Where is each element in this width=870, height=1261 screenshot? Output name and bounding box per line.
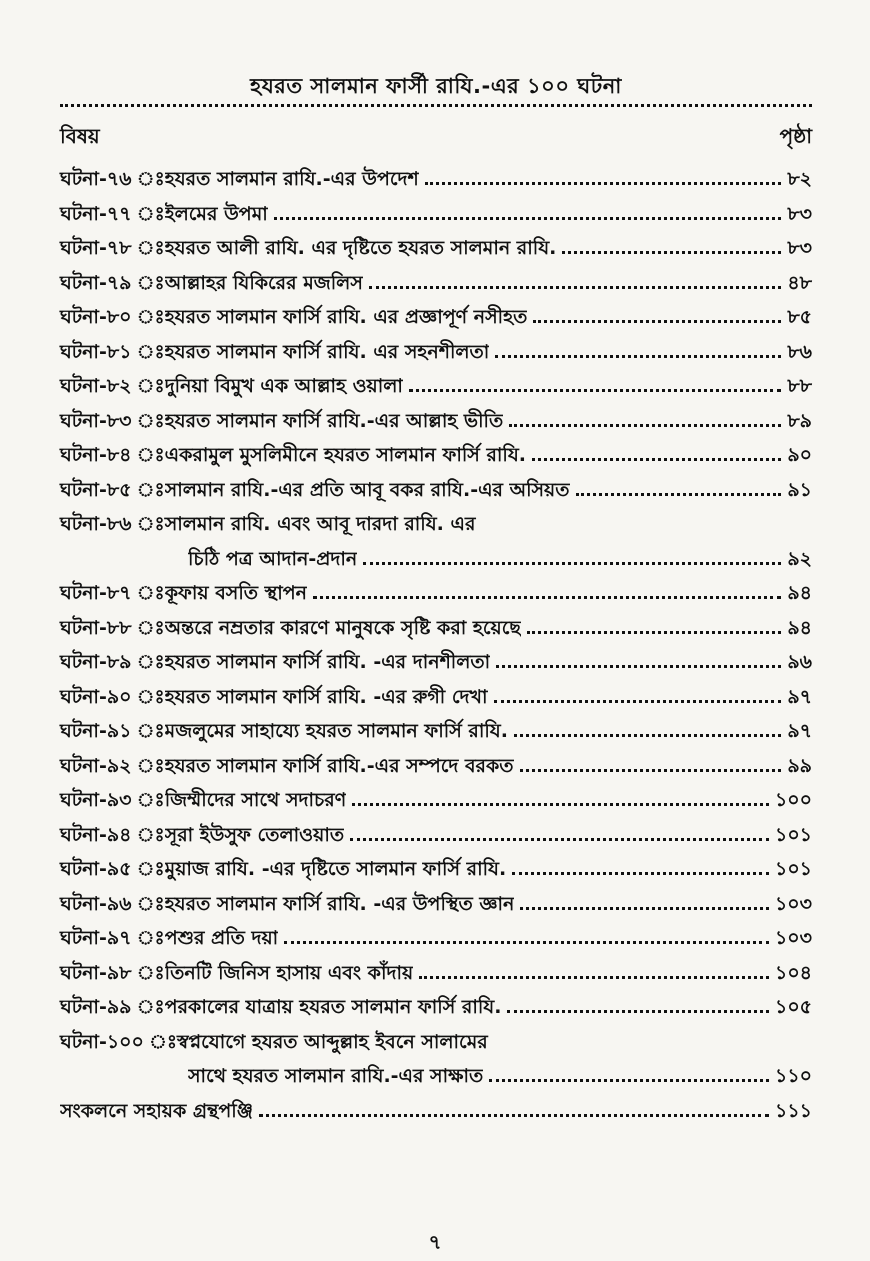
entry-title: দুনিয়া বিমুখ এক আল্লাহ ওয়ালা — [164, 375, 403, 397]
entry-number: ঘটনা-৮৪ ঃ — [60, 444, 165, 466]
entry-page: ৯৪ — [787, 582, 812, 604]
toc-entry — [60, 783, 812, 818]
toc-entry-continuation — [60, 1059, 812, 1094]
dot-leader — [313, 596, 781, 599]
toc-entry — [60, 680, 812, 715]
toc-entry — [60, 266, 812, 301]
entry-page: ৯৬ — [787, 651, 812, 673]
entry-page: ১০১ — [774, 823, 812, 846]
dot-leader — [533, 320, 781, 323]
entry-title: হযরত সালমান ফার্সি রাযি.-এর আল্লাহ ভীতি — [164, 409, 504, 432]
dot-leader — [409, 389, 781, 392]
bibliography-entry — [60, 1094, 812, 1129]
toc-entry — [60, 749, 812, 784]
entry-number: ঘটনা-৮০ ঃ — [60, 306, 165, 328]
entry-page: ৯১ — [787, 478, 812, 501]
entry-page: ১০৫ — [774, 996, 812, 1018]
toc-entry — [60, 404, 812, 439]
entry-page: ১০৪ — [774, 961, 812, 984]
dot-leader — [507, 1010, 769, 1013]
toc-entry — [60, 852, 812, 887]
entry-number: ঘটনা-৯২ ঃ — [60, 754, 165, 777]
dot-leader — [259, 1114, 769, 1117]
entry-number: ঘটনা-৮৯ ঃ — [60, 651, 165, 673]
toc-entry — [60, 818, 812, 853]
entry-title: পশুর প্রতি দয়া — [164, 927, 279, 949]
entry-title: জিম্মীদের সাথে সদাচরণ — [164, 789, 347, 811]
entry-page: ৯২ — [787, 547, 812, 570]
toc-entry — [60, 162, 812, 197]
entry-page: ৮৩ — [787, 202, 812, 225]
entry-page: ১০৩ — [774, 892, 812, 915]
toc-entry — [60, 300, 812, 335]
entry-title: একরামুল মুসলিমীনে হযরত সালমান ফার্সি রাযি. — [164, 444, 527, 466]
dot-leader — [489, 1079, 769, 1082]
entry-number: ঘটনা-৮১ ঃ — [60, 340, 165, 363]
page-header-title: হযরত সালমান ফার্সী রাযি.-এর ১০০ ঘটনা — [250, 74, 622, 98]
entry-number: ঘটনা-৯৯ ঃ — [60, 996, 165, 1018]
bibliography-title: সংকলনে সহায়ক গ্রন্থপঞ্জি — [60, 1099, 253, 1122]
entry-number: ঘটনা-৯৬ ঃ — [60, 892, 165, 915]
toc-entry — [60, 438, 812, 473]
header-dotted-rule — [60, 104, 812, 107]
toc-entry — [60, 335, 812, 370]
entry-title: সালমান রাযি.-এর প্রতি আবূ বকর রাযি.-এর অসিয়ত — [164, 478, 570, 501]
entry-title-continued: সাথে হযরত সালমান রাযি.-এর সাক্ষাত — [188, 1065, 484, 1087]
entry-title: কূফায় বসতি স্থাপন — [164, 582, 307, 604]
entry-number: ঘটনা-৯৫ ঃ — [60, 858, 165, 880]
toc-entry — [60, 1025, 812, 1060]
entry-number: ঘটনা-৭৮ ঃ — [60, 237, 165, 259]
entry-page: ৯৪ — [787, 616, 812, 639]
toc-entry — [60, 231, 812, 266]
entry-number: ঘটনা-৭৯ ঃ — [60, 271, 165, 294]
entry-title: অন্তরে নম্রতার কারণে মানুষকে সৃষ্টি করা হয়েছে — [164, 616, 521, 639]
entry-title: হযরত সালমান রাযি.-এর উপদেশ — [164, 168, 419, 190]
entry-number: ঘটনা-৭৭ ঃ — [60, 202, 165, 225]
entry-title: হযরত সালমান ফার্সি রাযি. -এর উপস্থিত জ্ঞান — [164, 892, 515, 915]
entry-page: ৯৯ — [787, 754, 812, 777]
dot-leader — [527, 631, 781, 634]
toc-entry — [60, 507, 812, 542]
entry-page: ৮৩ — [787, 237, 812, 259]
dot-leader — [352, 803, 769, 806]
entry-number: ঘটনা-৯৪ ঃ — [60, 823, 165, 846]
dot-leader — [274, 217, 782, 220]
entry-number: ঘটনা-১০০ ঃ — [60, 1030, 178, 1053]
entry-page: ৮৫ — [787, 306, 812, 328]
toc-entry — [60, 990, 812, 1025]
entry-number: ঘটনা-৮৭ ঃ — [60, 582, 165, 604]
entry-page: ৮৮ — [787, 375, 812, 397]
entry-title-continued: চিঠি পত্র আদান-প্রদান — [188, 547, 358, 570]
dot-leader — [284, 941, 769, 944]
entry-page: ৪৮ — [787, 271, 812, 294]
dot-leader — [520, 769, 782, 772]
entry-page: ৯৭ — [787, 685, 812, 708]
entry-number: ঘটনা-৯১ ঃ — [60, 720, 165, 742]
entry-page: ১০১ — [774, 858, 812, 880]
entry-title: ইলমের উপমা — [164, 202, 268, 225]
dot-leader — [494, 700, 782, 703]
entry-title: মজলুমের সাহায্যে হযরত সালমান ফার্সি রাযি. — [164, 720, 508, 742]
dot-leader — [363, 562, 781, 565]
dot-leader — [419, 976, 769, 979]
dot-leader — [495, 355, 781, 358]
page-column-label: পৃষ্ঠা — [779, 124, 812, 148]
toc-entry — [60, 714, 812, 749]
entry-title: হযরত সালমান ফার্সি রাযি. -এর রুগী দেখা — [164, 685, 488, 708]
table-of-contents — [60, 162, 812, 1128]
entry-title: পরকালের যাত্রায় হযরত সালমান ফার্সি রাযি. — [164, 996, 502, 1018]
dot-leader — [425, 182, 782, 185]
entry-number: ঘটনা-৮২ ঃ — [60, 375, 165, 397]
entry-number: ঘটনা-৭৬ ঃ — [60, 168, 165, 190]
page-number: ৭ — [428, 1230, 442, 1254]
dot-leader — [496, 665, 781, 668]
entry-page: ১০৩ — [774, 927, 812, 949]
entry-title: হযরত সালমান ফার্সি রাযি.-এর সম্পদে বরকত — [164, 754, 514, 777]
entry-number: ঘটনা-৯০ ঃ — [60, 685, 165, 708]
dot-leader — [369, 286, 781, 289]
toc-entry — [60, 473, 812, 508]
toc-entry — [60, 576, 812, 611]
toc-entry-continuation — [60, 542, 812, 577]
dot-leader — [532, 458, 781, 461]
toc-entry — [60, 369, 812, 404]
entry-title: হযরত সালমান ফার্সি রাযি. এর সহনশীলতা — [164, 340, 490, 363]
entry-title: হযরত আলী রাযি. এর দৃষ্টিতে হযরত সালমান রাযি. — [164, 237, 557, 259]
toc-entry — [60, 887, 812, 922]
entry-page: ১০০ — [774, 789, 812, 811]
dot-leader — [562, 251, 781, 254]
dot-leader — [512, 872, 769, 875]
entry-title: আল্লাহর যিকিরের মজলিস — [164, 271, 363, 294]
entry-page: ১১০ — [774, 1065, 812, 1087]
entry-title: সূরা ইউসুফ তেলাওয়াত — [164, 823, 345, 846]
entry-page: ৮৬ — [787, 340, 812, 363]
entry-page: ৮২ — [787, 168, 812, 190]
toc-entry — [60, 921, 812, 956]
toc-entry — [60, 645, 812, 680]
dot-leader — [520, 907, 769, 910]
subject-column-label: বিষয় — [60, 124, 100, 148]
dot-leader — [350, 838, 769, 841]
entry-page: ৯০ — [787, 444, 812, 466]
entry-title: সালমান রাযি. এবং আবূ দারদা রাযি. এর — [164, 513, 476, 535]
entry-number: ঘটনা-৮৫ ঃ — [60, 478, 165, 501]
dot-leader — [509, 424, 781, 427]
entry-number: ঘটনা-৮৬ ঃ — [60, 513, 165, 535]
entry-title: স্বপ্নযোগে হযরত আব্দুল্লাহ ইবনে সালামের — [177, 1030, 488, 1053]
entry-number: ঘটনা-৯৮ ঃ — [60, 961, 165, 984]
dot-leader — [576, 493, 782, 496]
entry-number: ঘটনা-৯৩ ঃ — [60, 789, 165, 811]
entry-number: ঘটনা-৮৩ ঃ — [60, 409, 165, 432]
bibliography-page: ১১১ — [775, 1099, 812, 1122]
entry-number: ঘটনা-৮৮ ঃ — [60, 616, 165, 639]
entry-title: হযরত সালমান ফার্সি রাযি. -এর দানশীলতা — [164, 651, 491, 673]
entry-page: ৮৯ — [787, 409, 812, 432]
entry-title: মুয়াজ রাযি. -এর দৃষ্টিতে সালমান ফার্সি রাযি. — [164, 858, 507, 880]
column-header — [60, 122, 812, 155]
entry-number: ঘটনা-৯৭ ঃ — [60, 927, 165, 949]
toc-entry — [60, 611, 812, 646]
entry-title: তিনটি জিনিস হাসায় এবং কাঁদায় — [164, 961, 414, 984]
toc-entry — [60, 956, 812, 991]
toc-entry — [60, 197, 812, 232]
entry-page: ৯৭ — [787, 720, 812, 742]
entry-title: হযরত সালমান ফার্সি রাযি. এর প্রজ্ঞাপূর্ণ নসীহত — [164, 306, 528, 328]
dot-leader — [514, 734, 781, 737]
